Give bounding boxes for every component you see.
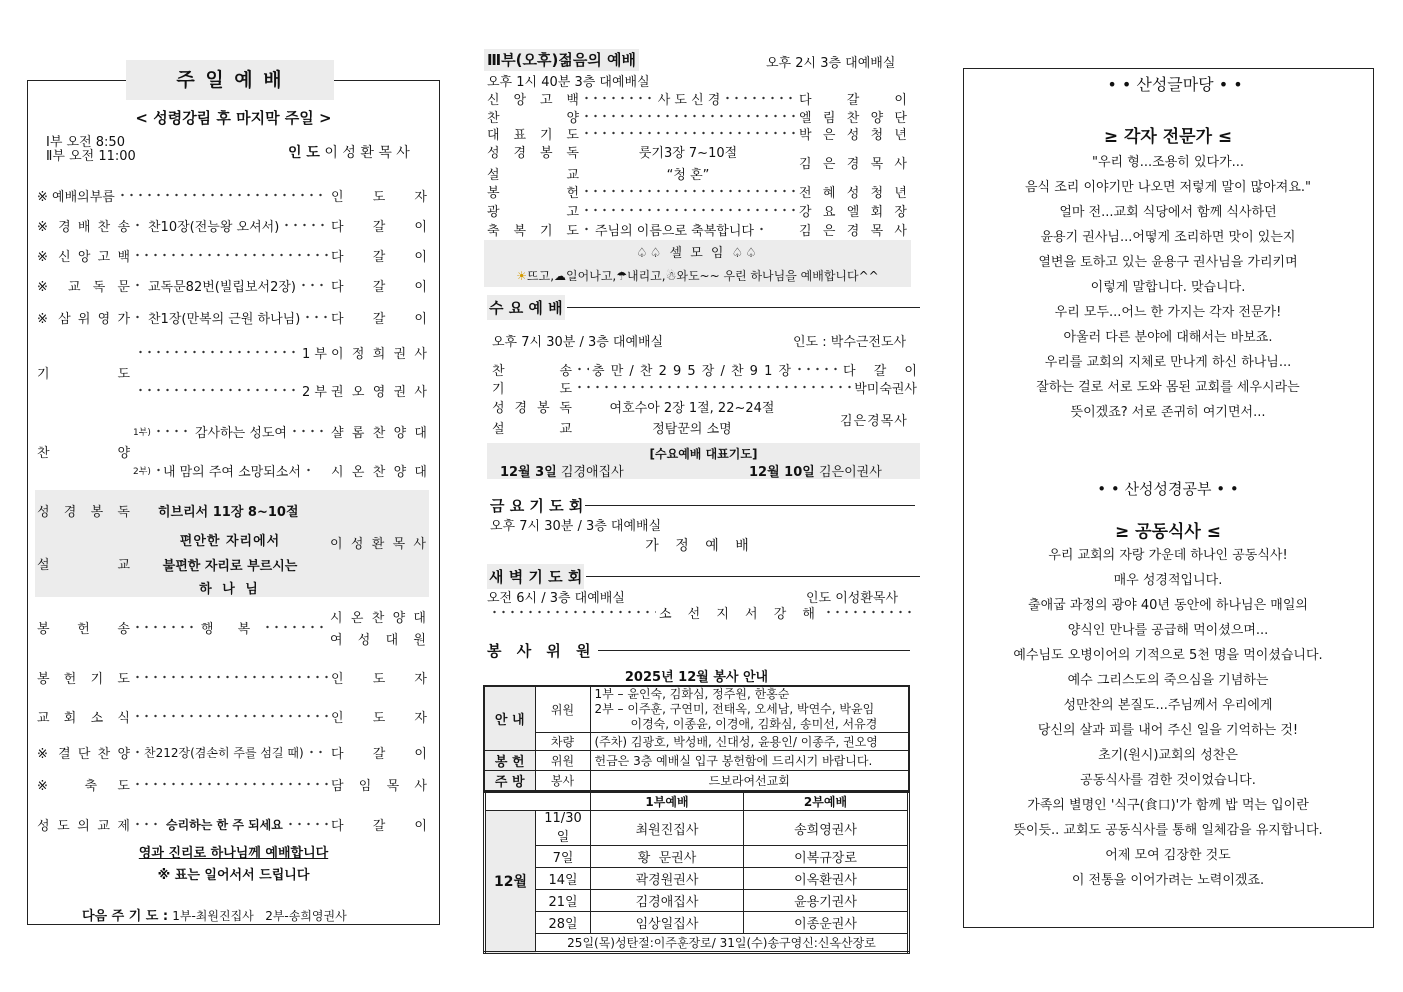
choir-line-2: 2부) 내 맘의 주여 소망되소서 시 온 찬 양 대: [133, 464, 427, 480]
order-item: ※ 삼 위 영 가 찬1장(만복의 근원 하나님) 다 갈 이: [37, 311, 427, 327]
order-item: ※ 축 도 담 임 목 사: [37, 778, 427, 794]
order-item: ※ 교 독 문 교독문82번(빌립보서2장) 다 갈 이: [37, 279, 427, 295]
worship-motto: 영과 진리로 하나님께 예배합니다: [138, 846, 329, 861]
youth-item: 성 경 봉 독 룻기3장 7~10절: [487, 145, 738, 161]
leader-label: 인 도: [288, 145, 320, 161]
worship-leader: [288, 142, 410, 162]
wednesday-preacher: 김은경목사: [840, 414, 908, 429]
prayer-line-2: 2 부 권 오 영 권 사: [133, 380, 427, 400]
friday-header: 금 요 기 도 회: [490, 494, 915, 516]
prayer-schedule-table: 1부예배 2부예배 12월 11/30일 최원진집사 송희영권사 7일 황 문권사 이복규장로 14일 곽경원권사 이옥환권사 21일 김경애집사 윤용기권사 28일 임상일집사 이종운권사 25일(목)성탄절:이주훈장로/ 31일(수)송구영신:신옥산장로: [483, 790, 910, 954]
table-row: 12월 11/30일 최원진집사 송희영권사: [485, 811, 909, 846]
wednesday-header: 수 요 예 배: [487, 295, 920, 319]
sunday-title: 주 일 예 배: [126, 60, 334, 100]
service-time-2: Ⅱ부 오전 11:00: [46, 149, 136, 164]
wednesday-item: 찬 송 충 만 / 찬 2 9 5 장 / 찬 9 1 장 다 갈 이: [492, 363, 917, 379]
table-row: 7일 황 문권사 이복규장로: [485, 846, 909, 868]
service-table: 안 내 위원 1부 – 윤인숙, 김화심, 정주원, 한홍순 2부 – 이주훈, 구연미, 전태옥, 오세남, 박연수, 박윤임 이경숙, 이종윤, 이경애, 김화심, 송미선, 서유경 차량 (주차) 김광호, 박성배, 신대성, 윤용인/ 이종주, 권오영 봉 헌 위원 헌금은 3층 예배실 입구 봉헌함에 드리시기 바랍니다. 주 방 봉사 드보라여선교회: [483, 685, 910, 792]
offering-choir-1: 시 온 찬 양 대: [330, 610, 426, 626]
order-item: ※ 예배의부름 인 도 자: [37, 189, 427, 205]
sermon-title-1: 편안한 자리에서: [179, 534, 281, 549]
wednesday-item: 기 도 박미숙권사: [492, 381, 917, 397]
prayer-line-1: 1 부 이 정 희 권 사: [133, 342, 427, 362]
youth-time-right: 오후 2시 3층 대예배실: [766, 56, 896, 71]
cell-meeting-box: [484, 240, 911, 287]
offering-song: 봉 헌 송 행 복: [37, 617, 331, 637]
scripture-reading: 성 경 봉 독 히브리서 11장 8~10절: [37, 504, 299, 520]
order-item: 봉 헌 기 도 인 도 자: [37, 671, 427, 687]
choir-label: 찬 양: [37, 445, 130, 461]
order-item: 교 회 소 식 인 도 자: [37, 710, 427, 726]
prayer-label: 기 도: [37, 366, 130, 382]
study-heading: ≥ 공동식사 ≤: [1114, 522, 1221, 542]
sermon-title-3: 하 나 님: [199, 582, 261, 597]
dawn-leader: 인도 이성환목사: [806, 591, 899, 606]
column-heading: ≥ 각자 전문가 ≤: [1103, 127, 1233, 147]
order-item: 성 도 의 교 제 승리하는 한 주 되세요 다 갈 이: [37, 817, 427, 834]
dawn-header: 새 벽 기 도 회: [487, 564, 920, 588]
table-row: 21일 김경애집사 윤용기권사: [485, 890, 909, 912]
choir-line-1: 1부) 감사하는 성도여 샬 롬 찬 양 대: [133, 425, 427, 441]
youth-item: 신 앙 고 백 사 도 신 경 다 갈 이: [487, 92, 907, 108]
youth-time: 오후 1시 40분 3층 대예배실: [487, 75, 650, 90]
service-header: 봉 사 위 원: [487, 639, 910, 661]
offering-choir-2: 여 성 대 원: [330, 632, 426, 648]
youth-title: Ⅲ부(오후)젊음의 예배: [484, 49, 639, 71]
youth-item: 축 복 기 도 주님의 이름으로 축복합니다 김 은 경 목 사: [487, 223, 907, 239]
sermon-title-2: 불편한 자리로 부르시는: [162, 559, 298, 574]
next-week-prayer: 다음 주 기 도 : 1부-최원진집사 2부-송희영권사: [82, 909, 347, 924]
table-row: 14일 곽경원권사 이옥환권사: [485, 868, 909, 890]
order-item: ※ 결 단 찬 양 찬212장(겸손히 주를 섬길 때) 다 갈 이: [37, 745, 427, 762]
wednesday-prayer-2: 12월 10일 김은이권사: [749, 465, 882, 480]
sermon-label: 설 교: [37, 557, 130, 573]
wednesday-leader: 인도 : 박수근전도사: [793, 335, 907, 350]
cell-meeting-text: ☀뜨고,☁일어나고,☂내리고,☃와도~~ 우린 하나님을 예배합니다^^: [516, 269, 879, 283]
dawn-text: 소 선 지 서 강 해: [487, 602, 917, 622]
column-body: "우리 형...조용히 있다가... 음식 조리 이야기만 나오면 저렇게 말이 많아져요." 얼마 전...교회 식당에서 함께 식사하던 윤용기 권사님...어떻게 조리하면 맛이 있는지 열변을 토하고 있는 윤용구 권사님을 가리키며 이렇게 말합니다. 맞습니다. 우리 모두...어느 한 가지는 각자 전문가! 아울러 다른 분야에 대해서는 바보죠. 우리를 교회의 지체로 만나게 하신 하나님... 잘하는 걸로 서로 도와 몸된 교회를 세우시라는 뜻이겠죠? 서로 존귀히 여기면서...: [1024, 155, 1312, 420]
youth-item: 광 고 강 요 엘 회 장: [487, 204, 907, 220]
wednesday-item: 성 경 봉 독 여호수아 2장 1절, 22~24절: [492, 400, 775, 416]
sun-icon: ☀: [516, 269, 528, 283]
standing-note: ※ 표는 일어서서 드립니다: [157, 868, 310, 883]
friday-text: 가 정 예 배: [645, 538, 755, 554]
dawn-time: 오전 6시 / 3층 대예배실: [487, 591, 625, 606]
cell-meeting-title: ♤♤ 셀 모 임 ♤♤: [636, 246, 759, 261]
youth-item: 찬 양 엘 림 찬 양 단: [487, 110, 907, 126]
wednesday-item: 설 교 정탐꾼의 소명: [492, 421, 732, 437]
snowman-icon: ☃: [665, 269, 677, 283]
order-item: ※ 신 앙 고 백 다 갈 이: [37, 249, 427, 265]
column-title: • • 산성글마당 • •: [1080, 72, 1270, 95]
service-subtitle: 2025년 12월 봉사 안내: [624, 670, 769, 685]
guide-members: 1부 – 윤인숙, 김화심, 정주원, 한홍순 2부 – 이주훈, 구연미, 전태옥, 오세남, 박연수, 박윤임 이경숙, 이종윤, 이경애, 김화심, 송미선, 서유경: [590, 686, 909, 733]
study-title: • • 산성성경공부 • •: [1097, 480, 1239, 498]
order-item: ※ 경 배 찬 송 찬10장(전능왕 오셔서) 다 갈 이: [37, 219, 427, 235]
wednesday-prayer-1: 12월 3일 김경애집사: [500, 465, 624, 480]
youth-item: 봉 헌 전 혜 성 청 년: [487, 185, 907, 201]
service-time-1: Ⅰ부 오전 8:50: [46, 135, 125, 150]
sunday-subtitle: < 성령강림 후 마지막 주일 >: [135, 109, 332, 127]
cloud-icon: ☁: [554, 269, 567, 283]
youth-item: 대 표 기 도 박 은 성 청 년: [487, 127, 907, 143]
youth-item: 설 교 “청 혼”: [487, 167, 710, 183]
sermon-preacher: 이 성 환 목 사: [330, 536, 426, 552]
wednesday-prayer-box: [수요예배 대표기도] 12월 3일 김경애집사 12월 10일 김은이권사: [487, 443, 920, 479]
wednesday-time: 오후 7시 30분 / 3층 대예배실: [492, 335, 664, 350]
leader-name: 이 성 환 목 사: [324, 145, 410, 161]
study-body: 우리 교회의 자랑 가운데 하나인 공동식사! 매우 성경적입니다. 출애굽 과정의 광야 40년 동안에 하나님은 매일의 양식인 만나를 공급해 먹이셨으며... 예수님도 오병이어의 기적으로 5천 명을 먹이셨습니다. 예수 그리스도의 죽으심을 기념하는 성만찬의 본질도...주님께서 우리에게 당신의 살과 피를 내어 주신 일을 기억하는 것! 초기(원시)교회의 성찬은 공동식사를 겸한 것이었습니다. 가족의 별명인 '식구(食口)'가 함께 밥 먹는 입이란 뜻이듯.. 교회도 공동식사를 통해 일체감을 유지합니다. 어제 모여 김장한 것도 이 전통을 이어가려는 노력이겠죠.: [1013, 548, 1323, 888]
friday-time: 오후 7시 30분 / 3층 대예배실: [490, 519, 662, 534]
umbrella-icon: ☂: [616, 269, 627, 283]
table-row: 28일 임상일집사 이종운권사: [485, 912, 909, 934]
youth-preacher: 김 은 경 목 사: [799, 156, 907, 172]
